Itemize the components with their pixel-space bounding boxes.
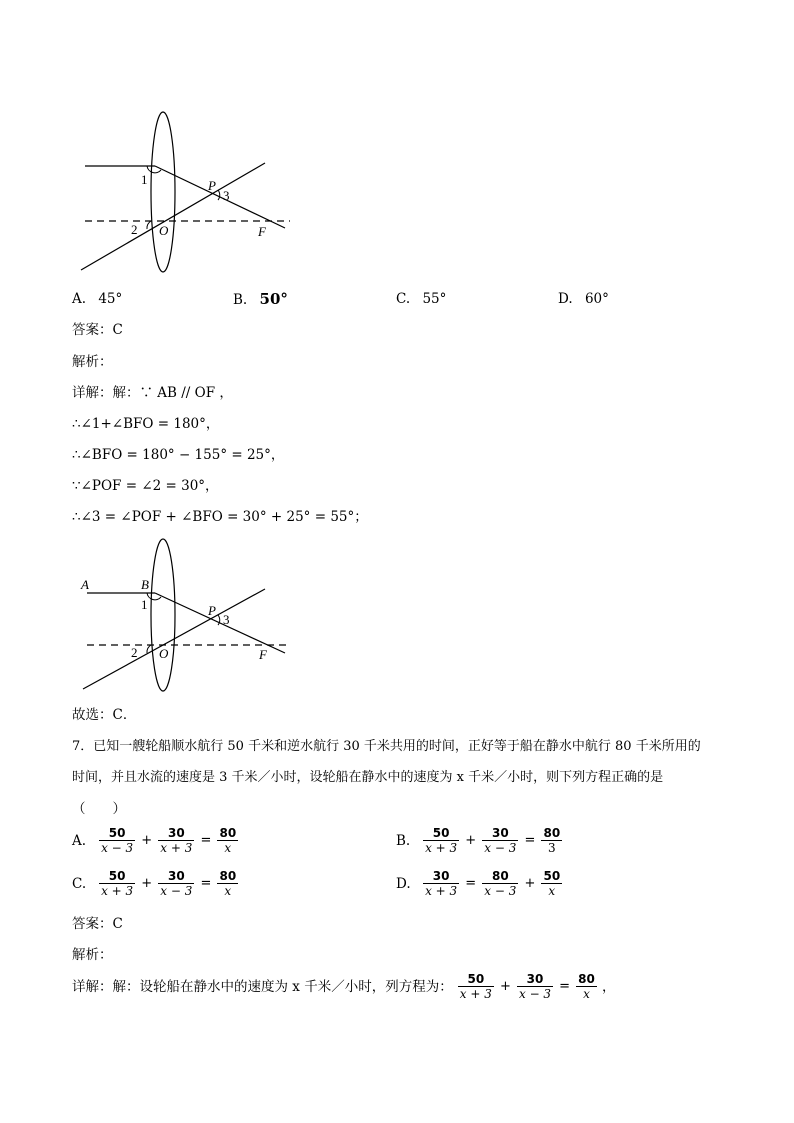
- q6-conclusion: 故选：C．: [72, 707, 137, 723]
- fraction: $\frac{50}{x + 3}$: [101, 869, 134, 898]
- q7-option-d-letter: D.: [396, 875, 411, 892]
- q7-option-c-letter: C.: [72, 875, 87, 892]
- lens-diagram-2: [75, 537, 300, 697]
- oblique-ray: [83, 589, 265, 689]
- option-d-value: 60°: [584, 291, 609, 307]
- q7-line-2: 时间，并且水流的速度是 3 千米／小时，设轮船在静水中的速度为 x 千米／小时，则下列方程正确的是: [72, 770, 664, 785]
- q6-step-4: ∵∠POF = ∠2 = 30°，: [72, 478, 219, 494]
- fraction: $\frac{80}{x}$: [578, 972, 595, 1001]
- q7-answer: 答案：C: [72, 916, 123, 932]
- label-2: 2: [131, 222, 138, 237]
- q6-step-3: ∴∠BFO = 180° − 155° = 25°，: [72, 447, 285, 463]
- q7-option-a-letter: A.: [72, 832, 87, 849]
- label-2: 2: [131, 645, 138, 660]
- angle-arc-1: [147, 166, 161, 173]
- label-P: P: [208, 178, 216, 193]
- option-c-value: 55°: [422, 291, 447, 307]
- option-a-value: 45°: [98, 291, 123, 307]
- q7-paren: （ ）: [72, 801, 126, 817]
- oblique-ray: [81, 163, 265, 270]
- q6-step-1: 详解：解：∵ AB // OF ，: [72, 385, 233, 401]
- fraction: $\frac{80}{x}$: [219, 869, 237, 898]
- option-c: [396, 291, 446, 307]
- label-B: B: [141, 577, 149, 592]
- option-b-value: 50°: [259, 290, 288, 308]
- q7-option-c: C. $\frac{50}{x + 3}$ + $\frac{30}{x - 3}$ = $\frac{80}{x}$: [72, 869, 237, 898]
- angle-arc-2: [147, 221, 151, 229]
- label-P: P: [208, 603, 216, 618]
- label-F: F: [259, 647, 267, 662]
- label-A: A: [81, 577, 89, 592]
- label-O: O: [159, 646, 169, 661]
- q7-option-d: D. $\frac{30}{x + 3}$ = $\frac{80}{x - 3}$ + $\frac{50}{x}$: [396, 869, 561, 898]
- lens-diagram-1: [75, 110, 300, 280]
- q7-option-a: A. $\frac{50}{x - 3}$ + $\frac{30}{x + 3}$ = $\frac{80}{x}$: [72, 826, 237, 855]
- angle-arc-3: [218, 190, 220, 200]
- label-3: 3: [223, 188, 230, 203]
- option-b-letter: B.: [233, 292, 248, 308]
- fraction: $\frac{30}{x - 3}$: [518, 972, 552, 1001]
- option-a-letter: A.: [72, 291, 87, 307]
- label-F: F: [258, 224, 266, 239]
- fraction: $\frac{50}{x + 3}$: [459, 972, 492, 1001]
- option-a: [72, 291, 122, 307]
- fraction: $\frac{80}{x - 3}$: [484, 869, 517, 898]
- q7-option-b-letter: B.: [396, 832, 411, 849]
- option-d-letter: D.: [558, 291, 573, 307]
- q7-detail-suffix: ，: [601, 978, 616, 995]
- option-c-letter: C.: [396, 291, 411, 307]
- lens-ellipse: [151, 112, 175, 272]
- label-3: 3: [223, 612, 230, 627]
- lens-ellipse: [151, 539, 175, 691]
- q6-step-2: ∴∠1+∠BFO = 180°，: [72, 416, 220, 432]
- q6-answer: 答案：C: [72, 322, 123, 338]
- fraction: $\frac{50}{x}$: [543, 869, 561, 898]
- q6-step-5: ∴∠3 = ∠POF + ∠BFO = 30° + 25° = 55°；: [72, 509, 368, 525]
- q7-analysis: 解析：: [72, 947, 113, 963]
- option-b: [233, 291, 288, 308]
- fraction: $\frac{30}{x - 3}$: [484, 826, 517, 855]
- angle-arc-3: [218, 615, 220, 625]
- q6-analysis: 解析：: [72, 354, 113, 370]
- label-O: O: [159, 223, 169, 238]
- angle-arc-1: [147, 593, 161, 600]
- fraction: $\frac{50}{x - 3}$: [101, 826, 134, 855]
- label-1: 1: [141, 597, 148, 612]
- fraction: $\frac{80}{3}$: [543, 826, 561, 855]
- q7-detail-prefix: 详解：解：设轮船在静水中的速度为 x 千米／小时，列方程为：: [72, 978, 453, 995]
- fraction: $\frac{50}{x + 3}$: [425, 826, 458, 855]
- fraction: $\frac{80}{x}$: [219, 826, 237, 855]
- fraction: $\frac{30}{x + 3}$: [425, 869, 458, 898]
- q7-line-1: 7．已知一艘轮船顺水航行 50 千米和逆水航行 30 千米共用的时间，正好等于船在静水中航行 80 千米所用的: [72, 739, 701, 754]
- q7-option-b: B. $\frac{50}{x + 3}$ + $\frac{30}{x - 3}$ = $\frac{80}{3}$: [396, 826, 561, 855]
- label-1: 1: [141, 172, 148, 187]
- option-d: [558, 291, 609, 307]
- fraction: $\frac{30}{x - 3}$: [160, 869, 193, 898]
- fraction: $\frac{30}{x + 3}$: [160, 826, 193, 855]
- q7-detail: 详解：解：设轮船在静水中的速度为 x 千米／小时，列方程为： $\frac{50}{x + 3}$ + $\frac{30}{x - 3}$ = $\frac{80}{x}$ ，: [72, 972, 616, 1001]
